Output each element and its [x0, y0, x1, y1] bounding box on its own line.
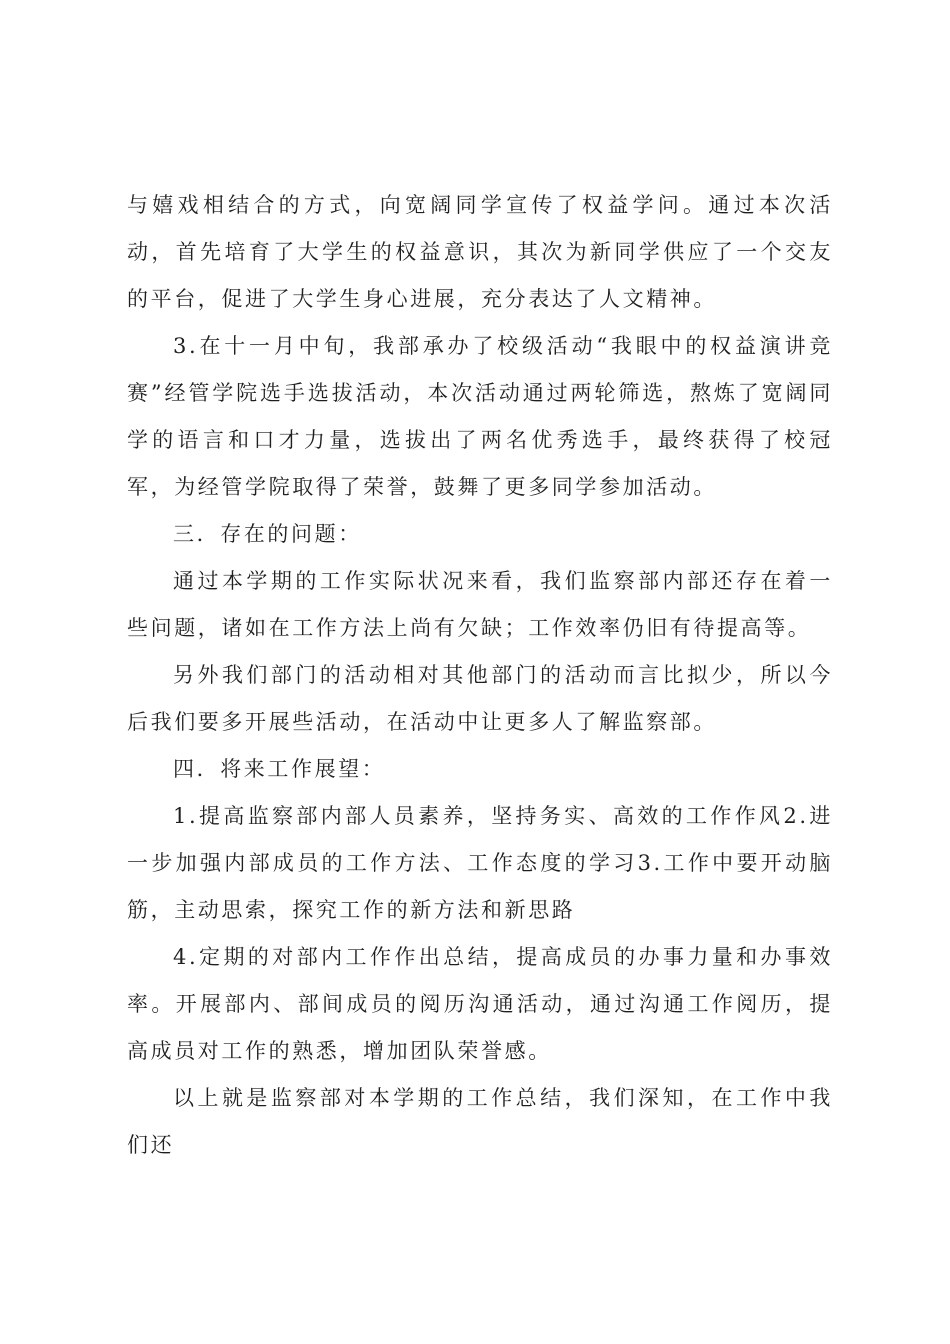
paragraph-2: 3.在十一月中旬，我部承办了校级活动“我眼中的权益演讲竞赛”经管学院选手选拔活动，本次活动通过两轮筛选，熬炼了宽阔同学的语言和口才力量，选拔出了两名优秀选手，最终获得了校冠军，为经管学院取得了荣誉，鼓舞了更多同学参加活动。: [127, 334, 833, 499]
paragraph-4: 通过本学期的工作实际状况来看，我们监察部内部还存在着一些问题，诸如在工作方法上尚有欠缺；工作效率仍旧有待提高等。: [127, 569, 833, 640]
document-body: [127, 182, 833, 1169]
paragraph-9: 以上就是监察部对本学期的工作总结，我们深知，在工作中我们还: [127, 1086, 833, 1157]
paragraph-7: 1.提高监察部内部人员素养，坚持务实、高效的工作作风2.进一步加强内部成员的工作方法、工作态度的学习3.工作中要开动脑筋，主动思索，探究工作的新方法和新思路: [127, 804, 833, 922]
paragraph-5: 另外我们部门的活动相对其他部门的活动而言比拟少，所以今后我们要多开展些活动，在活动中让更多人了解监察部。: [127, 663, 833, 734]
paragraph-8: 4.定期的对部内工作作出总结，提高成员的办事力量和办事效率。开展部内、部间成员的阅历沟通活动，通过沟通工作阅历，提高成员对工作的熟悉，增加团队荣誉感。: [127, 945, 833, 1063]
paragraph-1: 与嬉戏相结合的方式，向宽阔同学宣传了权益学问。通过本次活动，首先培育了大学生的权益意识，其次为新同学供应了一个交友的平台，促进了大学生身心进展，充分表达了人文精神。: [127, 193, 833, 311]
section-heading-issues: 三．存在的问题：: [173, 522, 362, 546]
section-heading-outlook: 四．将来工作展望：: [173, 757, 386, 781]
